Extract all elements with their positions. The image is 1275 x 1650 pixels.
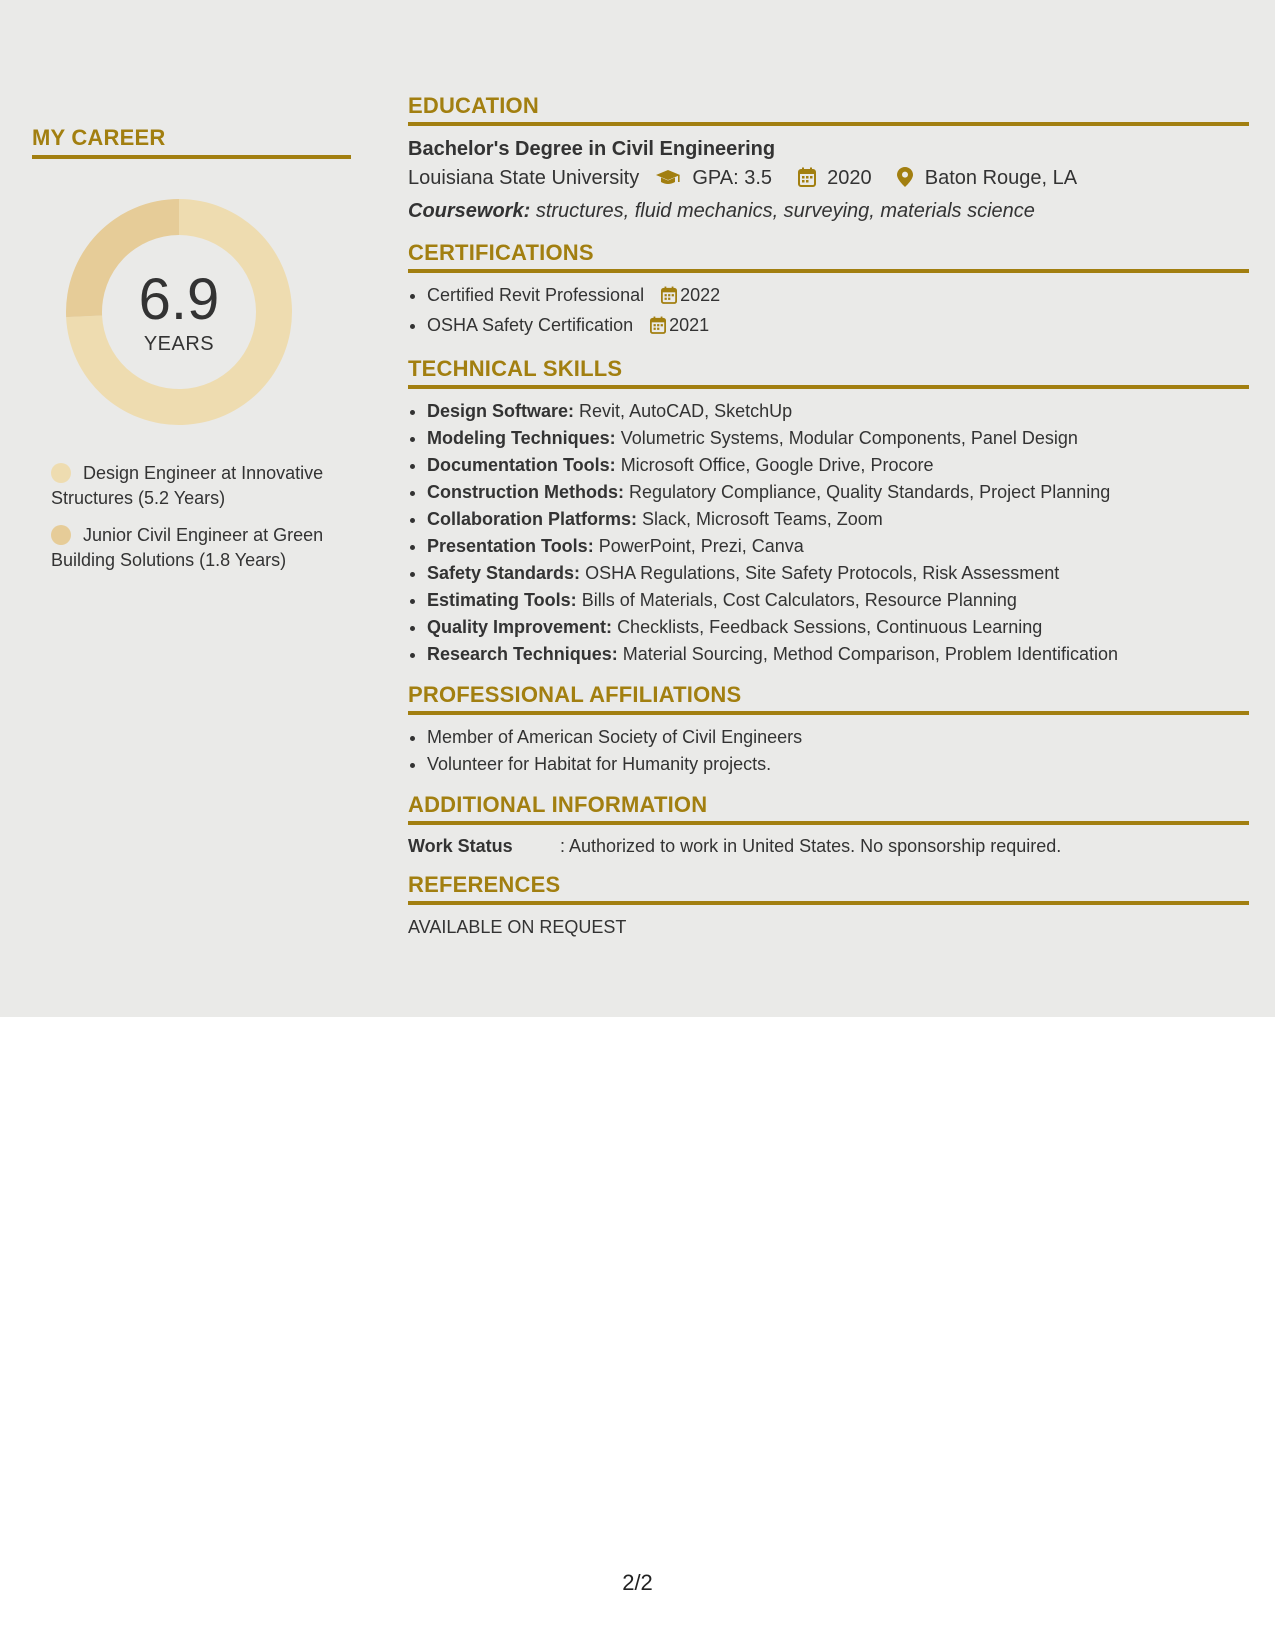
skill-value: OSHA Regulations, Site Safety Protocols, Risk Assessment xyxy=(585,563,1060,583)
skill-value: Material Sourcing, Method Comparison, Problem Identification xyxy=(622,644,1118,664)
affiliations-title: PROFESSIONAL AFFILIATIONS xyxy=(408,682,1249,715)
skill-label: Modeling Techniques: xyxy=(427,428,616,448)
school-location: Baton Rouge, LA xyxy=(924,167,1078,189)
additional-info-title: ADDITIONAL INFORMATION xyxy=(408,792,1249,825)
list-item xyxy=(427,560,1249,587)
education-details xyxy=(408,163,1249,196)
legend-dot-icon xyxy=(51,525,71,545)
legend-item xyxy=(51,523,341,573)
certification-year: 2021 xyxy=(669,315,710,335)
career-total-unit: YEARS xyxy=(143,333,215,355)
skills-title: TECHNICAL SKILLS xyxy=(408,356,1249,389)
coursework-value: structures, fluid mechanics, surveying, materials science xyxy=(535,200,1035,222)
certification-year: 2022 xyxy=(680,285,721,305)
calendar-icon xyxy=(798,166,816,196)
coursework xyxy=(408,196,1249,226)
skill-label: Safety Standards: xyxy=(427,563,581,583)
career-total-years: 6.9 xyxy=(138,267,220,332)
skill-value: Checklists, Feedback Sessions, Continuous Learning xyxy=(617,617,1043,637)
list-item xyxy=(427,587,1249,614)
skill-label: Research Techniques: xyxy=(427,644,618,664)
work-status-value: : Authorized to work in United States. No sponsorship required. xyxy=(560,836,1062,856)
skill-value: Microsoft Office, Google Drive, Procore xyxy=(620,455,934,475)
skill-label: Collaboration Platforms: xyxy=(427,509,638,529)
references-text: AVAILABLE ON REQUEST xyxy=(408,917,627,937)
certification-name: Certified Revit Professional xyxy=(427,285,645,305)
certifications-section xyxy=(408,240,1249,342)
skill-label: Construction Methods: xyxy=(427,482,624,502)
skill-label: Estimating Tools: xyxy=(427,590,577,610)
legend-label: Design Engineer at Innovative Structures (5.2 Years) xyxy=(51,463,324,508)
location-pin-icon xyxy=(897,166,913,196)
career-sidebar xyxy=(32,125,351,585)
coursework-label: Coursework: xyxy=(408,200,531,222)
legend-label: Junior Civil Engineer at Green Building Solutions (1.8 Years) xyxy=(51,525,324,570)
list-item xyxy=(427,312,1249,342)
list-item xyxy=(427,425,1249,452)
skill-label: Presentation Tools: xyxy=(427,536,594,556)
references-section xyxy=(408,872,1249,938)
graduation-year: 2020 xyxy=(827,167,872,189)
school-name: Louisiana State University xyxy=(408,167,640,189)
skill-label: Quality Improvement: xyxy=(427,617,613,637)
skill-value: Bills of Materials, Cost Calculators, Resource Planning xyxy=(581,590,1017,610)
calendar-icon xyxy=(661,285,677,312)
list-item xyxy=(427,479,1249,506)
work-status-label: Work Status xyxy=(408,836,513,856)
calendar-icon xyxy=(650,315,666,342)
education-title: EDUCATION xyxy=(408,93,1249,126)
additional-info-section xyxy=(408,792,1249,858)
skill-value: PowerPoint, Prezi, Canva xyxy=(598,536,804,556)
certification-name: OSHA Safety Certification xyxy=(427,315,634,335)
skills-section xyxy=(408,356,1249,668)
list-item xyxy=(427,398,1249,425)
career-legend xyxy=(51,461,341,573)
list-item: • Member of American Society of Civil Engineers xyxy=(427,724,1249,751)
skill-value: Slack, Microsoft Teams, Zoom xyxy=(642,509,883,529)
gpa: GPA: 3.5 xyxy=(692,167,773,189)
legend-item xyxy=(51,461,341,511)
list-item xyxy=(427,533,1249,560)
main-content xyxy=(408,93,1249,952)
legend-dot-icon xyxy=(51,463,71,483)
list-item xyxy=(427,614,1249,641)
affiliations-section xyxy=(408,682,1249,778)
certifications-list xyxy=(408,282,1249,342)
list-item xyxy=(427,282,1249,312)
graduation-cap-icon xyxy=(655,166,681,196)
education-section xyxy=(408,93,1249,226)
skill-value: Revit, AutoCAD, SketchUp xyxy=(579,401,793,421)
list-item: • Volunteer for Habitat for Humanity projects. xyxy=(427,751,1249,778)
work-status-row xyxy=(408,834,1249,858)
skill-value: Regulatory Compliance, Quality Standards, Project Planning xyxy=(629,482,1111,502)
career-donut-chart xyxy=(66,199,292,425)
references-title: REFERENCES xyxy=(408,872,1249,905)
page-number: 2/2 xyxy=(622,1570,653,1595)
certifications-title: CERTIFICATIONS xyxy=(408,240,1249,273)
skill-value: Volumetric Systems, Modular Components, Panel Design xyxy=(620,428,1078,448)
career-section-title: MY CAREER xyxy=(32,125,351,159)
list-item xyxy=(427,506,1249,533)
affiliations-list xyxy=(408,724,1249,778)
degree: Bachelor's Degree in Civil Engineering xyxy=(408,138,776,160)
skill-label: Documentation Tools: xyxy=(427,455,616,475)
skills-list xyxy=(408,398,1249,668)
skill-label: Design Software: xyxy=(427,401,575,421)
list-item xyxy=(427,641,1249,668)
list-item xyxy=(427,452,1249,479)
